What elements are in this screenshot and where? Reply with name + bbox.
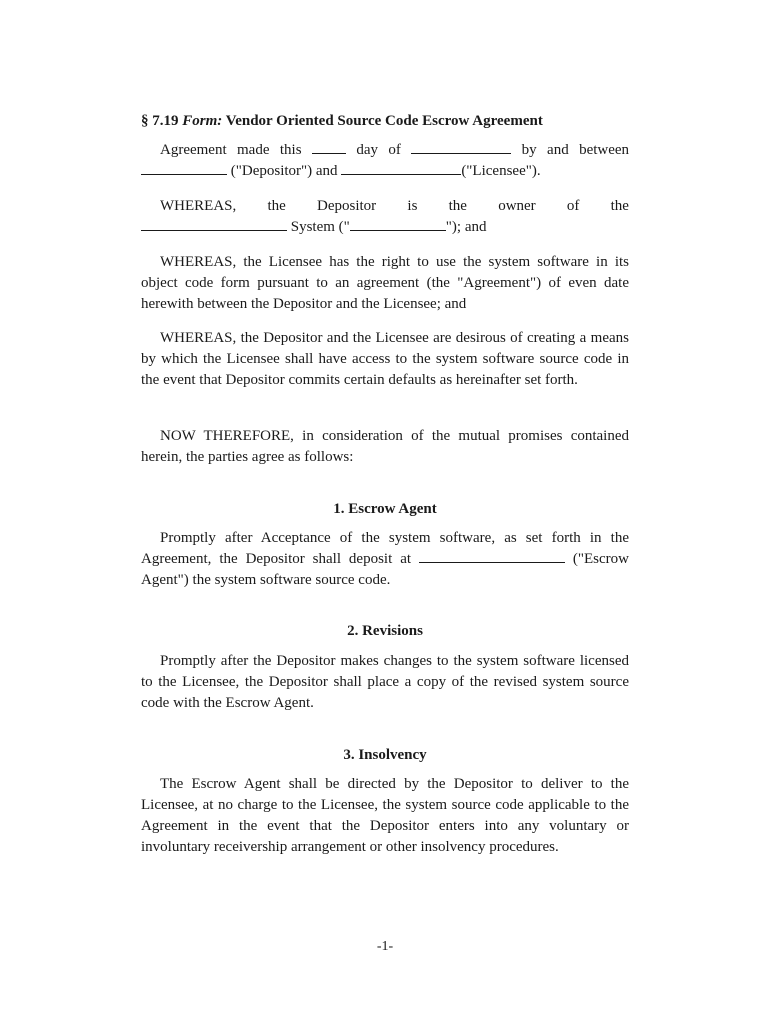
intro-text-4: ("Depositor") and xyxy=(230,163,338,179)
whereas-1-line-2 xyxy=(141,217,629,238)
escrow-agent-text-2: ("Escrow Agent") the system software source code. xyxy=(141,551,630,588)
escrow-agent-text-1: Promptly after Acceptance of the system software, as set forth in the Agreement, the Depositor shall deposit at xyxy=(141,530,629,567)
intro-text-2: day of xyxy=(356,142,401,158)
word: Depositor xyxy=(317,198,377,214)
whereas-1-line-1 xyxy=(141,196,629,217)
page-number: -1- xyxy=(376,939,394,954)
now-therefore-paragraph: NOW THEREFORE, in consideration of the mutual promises contained herein, the parties agree as follows: xyxy=(141,428,629,465)
section-heading-insolvency: 3. Insolvency xyxy=(343,747,427,763)
whereas-paragraph-1 xyxy=(141,196,629,238)
intro-text-1: Agreement made this xyxy=(160,142,302,158)
section-body-escrow-agent xyxy=(141,528,629,591)
blank-month xyxy=(411,140,511,154)
blank-day xyxy=(312,140,346,154)
blank-system-name xyxy=(141,217,287,231)
section-number: § 7.19 xyxy=(141,113,179,129)
section-heading-revisions: 2. Revisions xyxy=(347,623,423,639)
title-text: Vendor Oriented Source Code Escrow Agreement xyxy=(225,113,543,129)
intro-text-5: ("Licensee"). xyxy=(461,163,541,179)
section-body-revisions: Promptly after the Depositor makes changes to the system software licensed to the Licensee, the Depositor shall place a copy of the revised system source code with the Escrow Agent. xyxy=(141,653,629,711)
blank-licensee xyxy=(341,161,461,175)
blank-escrow-agent xyxy=(419,549,565,563)
word: the xyxy=(448,198,467,214)
section-heading-escrow-agent: 1. Escrow Agent xyxy=(333,501,437,517)
blank-system-abbrev xyxy=(350,217,446,231)
intro-text-3: by and between xyxy=(521,142,630,158)
whereas-1-text-2: System (" xyxy=(290,219,350,235)
word: the xyxy=(610,198,629,214)
word: is xyxy=(407,198,418,214)
word: WHEREAS, xyxy=(160,198,237,214)
section-body-insolvency: The Escrow Agent shall be directed by the Depositor to deliver to the Licensee, at no charge to the Licensee, the system source code applicable to the Agreement in the event that the Depositor enters into any voluntary or involuntary receivership arrangement or other insolvency procedures. xyxy=(141,776,629,855)
word: the xyxy=(267,198,286,214)
word: of xyxy=(566,198,580,214)
form-label: Form: xyxy=(182,113,223,129)
intro-paragraph xyxy=(141,140,629,182)
document-title xyxy=(141,111,629,131)
document-page xyxy=(141,0,629,1024)
word: owner xyxy=(498,198,536,214)
whereas-1-text-3: "); and xyxy=(445,219,487,235)
whereas-paragraph-2: WHEREAS, the Licensee has the right to use the system software in its object code form pursuant to an agreement (the "Agreement") of even date herewith between the Depositor and the Licensee; and xyxy=(141,254,629,312)
whereas-paragraph-3: WHEREAS, the Depositor and the Licensee are desirous of creating a means by which the Licensee shall have access to the system software source code in the event that Depositor commits certain defaults as hereinafter set forth. xyxy=(141,330,629,388)
blank-depositor xyxy=(141,161,227,175)
